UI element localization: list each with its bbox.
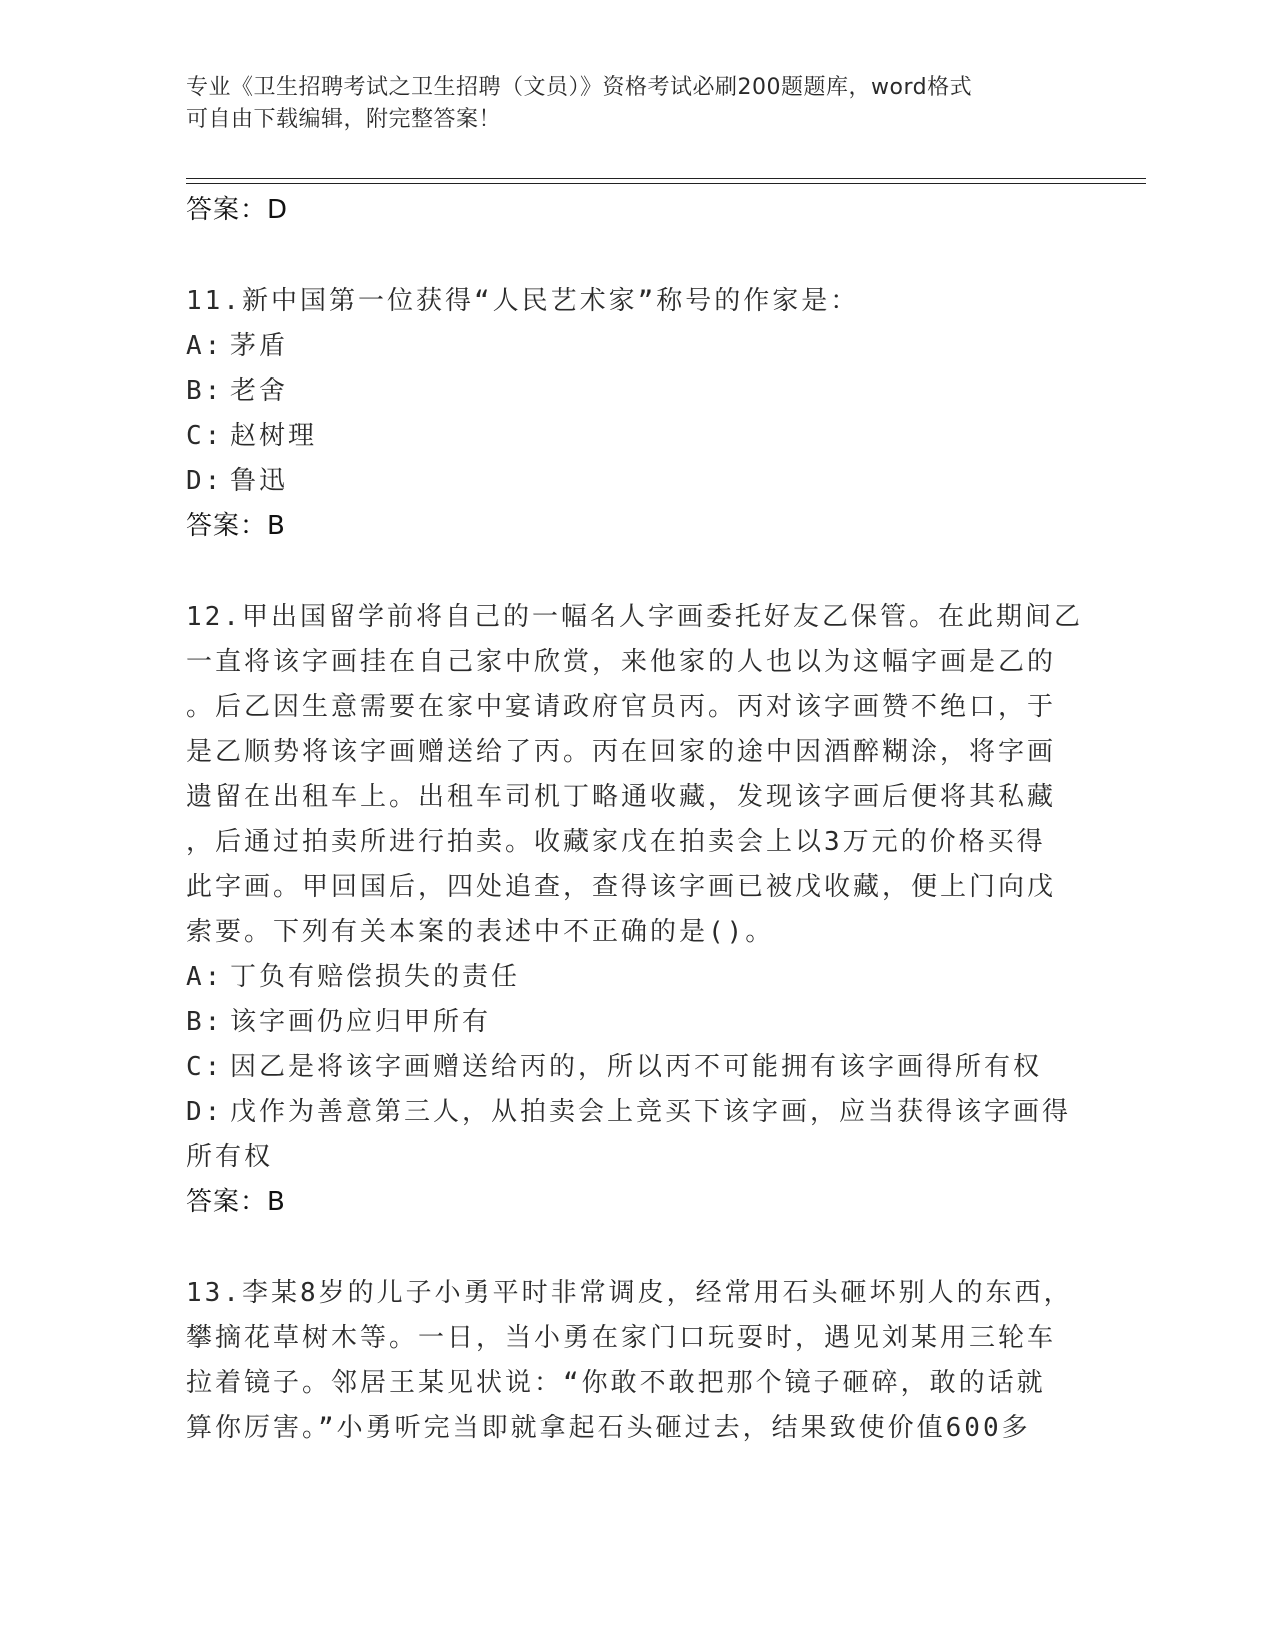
option-a bbox=[186, 955, 1066, 1000]
option-text: 鲁迅 bbox=[230, 466, 289, 496]
question-stem: 11.新中国第一位获得“人民艺术家”称号的作家是： bbox=[186, 286, 860, 316]
question-stem-line: ，后通过拍卖所进行拍卖。收藏家戊在拍卖会上以3万元的价格买得 bbox=[186, 827, 1046, 857]
answer-q11: 答案：B bbox=[186, 511, 286, 541]
option-key: C: bbox=[186, 1052, 224, 1082]
option-d-continued: 所有权 bbox=[186, 1142, 274, 1172]
option-a bbox=[186, 324, 1066, 369]
option-c bbox=[186, 414, 1066, 459]
option-text: 戊作为善意第三人，从拍卖会上竞买下该字画，应当获得该字画得 bbox=[230, 1097, 1072, 1127]
spacer bbox=[186, 232, 1066, 279]
option-text: 老舍 bbox=[230, 376, 289, 406]
question-stem-line: 拉着镜子。邻居王某见状说：“你敢不敢把那个镜子砸碎，敢的话就 bbox=[186, 1368, 1046, 1398]
option-d bbox=[186, 459, 1066, 504]
answer-q12: 答案：B bbox=[186, 1187, 286, 1217]
option-key: B: bbox=[186, 1007, 224, 1037]
option-text: 丁负有赔偿损失的责任 bbox=[230, 962, 521, 992]
question-stem-line: 13.李某8岁的儿子小勇平时非常调皮，经常用石头砸坏别人的东西， bbox=[186, 1278, 1073, 1308]
question-stem-line: 算你厉害。”小勇听完当即就拿起石头砸过去，结果致使价值600多 bbox=[186, 1413, 1031, 1443]
option-text: 茅盾 bbox=[230, 331, 289, 361]
header-line-1: 专业《卫生招聘考试之卫生招聘（文员）》资格考试必刷200题题库，word格式 bbox=[186, 75, 973, 100]
option-key: A: bbox=[186, 962, 224, 992]
document-header bbox=[186, 72, 1066, 136]
option-d bbox=[186, 1090, 1072, 1135]
option-c bbox=[186, 1045, 1066, 1090]
question-stem-line: 一直将该字画挂在自己家中欣赏，来他家的人也以为这幅字画是乙的 bbox=[186, 647, 1057, 677]
question-stem-line: 攀摘花草树木等。一日，当小勇在家门口玩耍时，遇见刘某用三轮车 bbox=[186, 1323, 1057, 1353]
question-stem-line: 此字画。甲回国后，四处追查，查得该字画已被戊收藏，便上门向戊 bbox=[186, 872, 1057, 902]
question-stem-line: 遗留在出租车上。出租车司机丁略通收藏，发现该字画后便将其私藏 bbox=[186, 782, 1057, 812]
spacer bbox=[186, 1224, 1066, 1271]
document-body bbox=[186, 188, 1083, 1451]
option-key: A: bbox=[186, 331, 224, 361]
question-13 bbox=[186, 1271, 1073, 1451]
header-divider-top bbox=[186, 178, 1146, 179]
option-text: 因乙是将该字画赠送给丙的，所以丙不可能拥有该字画得所有权 bbox=[230, 1052, 1043, 1082]
option-b bbox=[186, 1000, 1066, 1045]
question-stem-line: 。后乙因生意需要在家中宴请政府官员丙。丙对该字画赞不绝口，于 bbox=[186, 692, 1057, 722]
header-line-2: 可自由下载编辑，附完整答案！ bbox=[186, 107, 502, 132]
option-key: D: bbox=[186, 1097, 224, 1127]
option-b bbox=[186, 369, 1066, 414]
option-text: 该字画仍应归甲所有 bbox=[230, 1007, 492, 1037]
header-divider-bottom bbox=[186, 183, 1146, 184]
option-key: D: bbox=[186, 466, 224, 496]
option-key: B: bbox=[186, 376, 224, 406]
option-text: 赵树理 bbox=[230, 421, 318, 451]
spacer bbox=[186, 548, 1066, 595]
question-stem-line: 是乙顺势将该字画赠送给了丙。丙在回家的途中因酒醉糊涂，将字画 bbox=[186, 737, 1057, 767]
answer-q10: 答案：D bbox=[186, 195, 289, 225]
option-key: C: bbox=[186, 421, 224, 451]
question-11 bbox=[186, 279, 1066, 548]
question-stem-line: 索要。下列有关本案的表述中不正确的是()。 bbox=[186, 917, 775, 947]
question-stem-line: 12.甲出国留学前将自己的一幅名人字画委托好友乙保管。在此期间乙 bbox=[186, 602, 1083, 632]
question-12 bbox=[186, 595, 1083, 1224]
